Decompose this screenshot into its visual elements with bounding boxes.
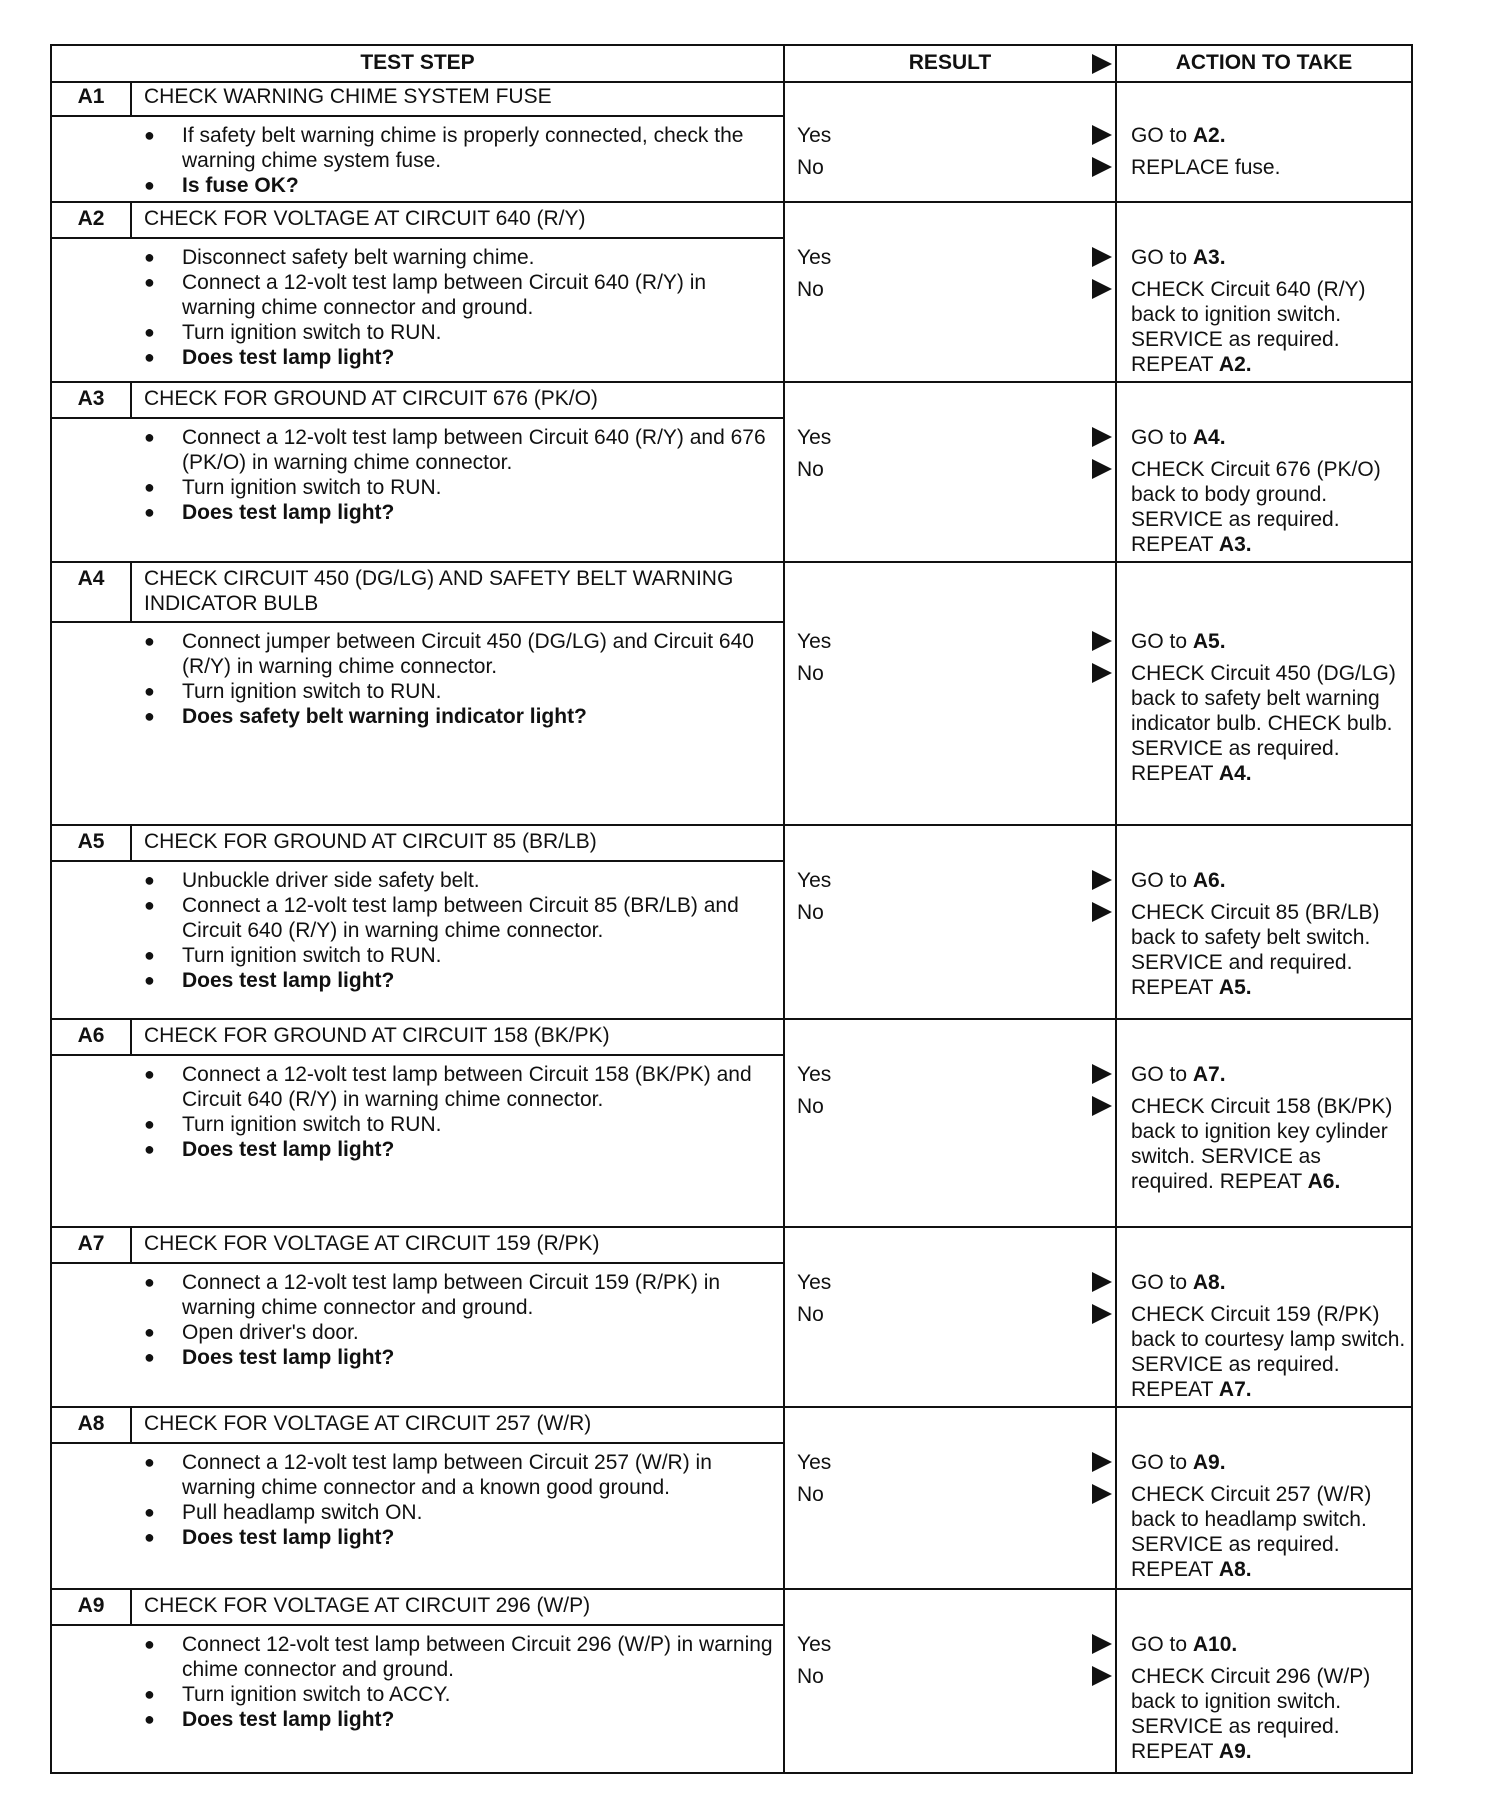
- result-arrow-icon: [1092, 247, 1112, 267]
- step-id: A4: [52, 563, 132, 621]
- action-text: CHECK Circuit 676 (PK/O) back to body ground. SERVICE as required. REPEAT: [1131, 458, 1381, 556]
- step-id: A3: [52, 383, 132, 417]
- result-arrow-icon: [1092, 1634, 1112, 1654]
- step-id: A2: [52, 203, 132, 237]
- action-no: [1131, 155, 1409, 180]
- action-step-ref: A2.: [1192, 124, 1226, 147]
- action-no: [1131, 1664, 1409, 1764]
- action-step-ref: A5.: [1192, 630, 1226, 653]
- action-text: GO to: [1131, 869, 1193, 892]
- result-no: No: [797, 458, 824, 481]
- action-text: REPLACE fuse.: [1131, 156, 1281, 179]
- instruction-item: ● Does test lamp light?: [144, 500, 774, 525]
- action-yes: [1131, 245, 1409, 270]
- action-step-ref: A9.: [1192, 1451, 1226, 1474]
- action-yes: [1131, 1450, 1409, 1475]
- action-step-ref: A8.: [1192, 1271, 1226, 1294]
- action-text: CHECK Circuit 159 (R/PK) back to courtesy lamp switch. SERVICE as required. REPEAT: [1131, 1303, 1406, 1401]
- action-step-ref: A4.: [1218, 762, 1252, 785]
- instruction-item: ● Does test lamp light?: [144, 968, 774, 993]
- instruction-item: ● Connect jumper between Circuit 450 (DG/LG) and Circuit 640 (R/Y) in warning chime connector.: [144, 629, 774, 679]
- step-instructions: [144, 1270, 774, 1370]
- instruction-item: ● Unbuckle driver side safety belt.: [144, 868, 774, 893]
- step-title: CHECK FOR VOLTAGE AT CIRCUIT 159 (R/PK): [144, 1232, 600, 1255]
- step-id: A5: [52, 826, 132, 860]
- result-no: No: [797, 156, 824, 179]
- step-title: CHECK FOR GROUND AT CIRCUIT 158 (BK/PK): [144, 1024, 610, 1047]
- result-no: No: [797, 1665, 824, 1688]
- instruction-item: ● Turn ignition switch to RUN.: [144, 679, 774, 704]
- instruction-item: ● Pull headlamp switch ON.: [144, 1500, 774, 1525]
- instruction-item: ● Does test lamp light?: [144, 1707, 774, 1732]
- result-arrow-icon: [1092, 1452, 1112, 1472]
- action-text: GO to: [1131, 246, 1193, 269]
- result-no: No: [797, 278, 824, 301]
- instruction-item: ● Turn ignition switch to RUN.: [144, 1112, 774, 1137]
- test-step-row: [52, 563, 1411, 826]
- instruction-item: ● Turn ignition switch to ACCY.: [144, 1682, 774, 1707]
- instruction-item: ● Connect 12-volt test lamp between Circuit 296 (W/P) in warning chime connector and ground.: [144, 1632, 774, 1682]
- header-test-step: TEST STEP: [360, 51, 475, 74]
- result-arrow-icon: [1092, 54, 1112, 74]
- action-step-ref: A10.: [1192, 1633, 1238, 1656]
- step-title-band: [52, 383, 783, 419]
- header-action: ACTION TO TAKE: [1175, 51, 1353, 74]
- action-step-ref: A7.: [1192, 1063, 1226, 1086]
- action-text: GO to: [1131, 1063, 1193, 1086]
- instruction-item: ● Does safety belt warning indicator light?: [144, 704, 774, 729]
- diagnostic-table: [50, 44, 1413, 1774]
- test-step-row: [52, 203, 1411, 383]
- instruction-item: ● Connect a 12-volt test lamp between Circuit 257 (W/R) in warning chime connector and a known good ground.: [144, 1450, 774, 1500]
- result-no: No: [797, 662, 824, 685]
- step-title: CHECK FOR VOLTAGE AT CIRCUIT 296 (W/P): [144, 1594, 591, 1617]
- result-yes: Yes: [797, 426, 832, 449]
- action-text: GO to: [1131, 1451, 1193, 1474]
- action-no: [1131, 277, 1409, 377]
- step-title-band: [52, 1408, 783, 1444]
- action-step-ref: A6.: [1192, 869, 1226, 892]
- step-title: CHECK FOR VOLTAGE AT CIRCUIT 257 (W/R): [144, 1412, 592, 1435]
- step-instructions: [144, 123, 774, 198]
- instruction-item: ● Connect a 12-volt test lamp between Circuit 158 (BK/PK) and Circuit 640 (R/Y) in warning chime connector.: [144, 1062, 774, 1112]
- action-text: CHECK Circuit 640 (R/Y) back to ignition switch. SERVICE as required. REPEAT: [1131, 278, 1366, 376]
- instruction-item: ● Turn ignition switch to RUN.: [144, 943, 774, 968]
- action-text: CHECK Circuit 257 (W/R) back to headlamp switch. SERVICE as required. REPEAT: [1131, 1483, 1372, 1581]
- instruction-item: ● Is fuse OK?: [144, 173, 774, 198]
- action-no: [1131, 457, 1409, 557]
- action-yes: [1131, 1632, 1409, 1657]
- action-no: [1131, 661, 1409, 786]
- instruction-item: ● Does test lamp light?: [144, 1137, 774, 1162]
- action-text: GO to: [1131, 1271, 1193, 1294]
- result-arrow-icon: [1092, 1484, 1112, 1504]
- instruction-item: ● If safety belt warning chime is properly connected, check the warning chime system fuse.: [144, 123, 774, 173]
- result-arrow-icon: [1092, 1272, 1112, 1292]
- result-yes: Yes: [797, 1633, 832, 1656]
- instruction-item: ● Connect a 12-volt test lamp between Circuit 85 (BR/LB) and Circuit 640 (R/Y) in warning chime connector.: [144, 893, 774, 943]
- step-instructions: [144, 425, 774, 525]
- action-yes: [1131, 868, 1409, 893]
- result-no: No: [797, 1303, 824, 1326]
- action-no: [1131, 1094, 1409, 1194]
- step-id: A7: [52, 1228, 132, 1262]
- action-yes: [1131, 1062, 1409, 1087]
- result-yes: Yes: [797, 1451, 832, 1474]
- test-step-row: [52, 1590, 1411, 1772]
- test-step-row: [52, 1020, 1411, 1228]
- action-no: [1131, 900, 1409, 1000]
- instruction-item: ● Turn ignition switch to RUN.: [144, 475, 774, 500]
- result-no: No: [797, 1483, 824, 1506]
- action-step-ref: A5.: [1218, 976, 1252, 999]
- step-instructions: [144, 629, 774, 729]
- instruction-item: ● Disconnect safety belt warning chime.: [144, 245, 774, 270]
- result-arrow-icon: [1092, 125, 1112, 145]
- result-arrow-icon: [1092, 459, 1112, 479]
- step-title-band: [52, 1020, 783, 1056]
- action-text: GO to: [1131, 426, 1193, 449]
- header-result: RESULT: [908, 51, 992, 74]
- step-title: CHECK FOR GROUND AT CIRCUIT 85 (BR/LB): [144, 830, 597, 853]
- step-title: CHECK WARNING CHIME SYSTEM FUSE: [144, 85, 552, 108]
- result-yes: Yes: [797, 1063, 832, 1086]
- step-title-band: [52, 81, 783, 117]
- result-arrow-icon: [1092, 870, 1112, 890]
- result-arrow-icon: [1092, 427, 1112, 447]
- action-text: CHECK Circuit 450 (DG/LG) back to safety belt warning indicator bulb. CHECK bulb. SERVICE as required. REPEAT: [1131, 662, 1396, 785]
- action-yes: [1131, 425, 1409, 450]
- step-id: A9: [52, 1590, 132, 1624]
- step-title-band: [52, 203, 783, 239]
- result-arrow-icon: [1092, 902, 1112, 922]
- action-text: CHECK Circuit 85 (BR/LB) back to safety belt switch. SERVICE and required. REPEAT: [1131, 901, 1380, 999]
- table-header: [52, 46, 1411, 83]
- action-text: CHECK Circuit 158 (BK/PK) back to ignition key cylinder switch. SERVICE as required. REPEAT: [1131, 1095, 1393, 1193]
- action-step-ref: A6.: [1307, 1170, 1341, 1193]
- step-instructions: [144, 245, 774, 370]
- action-yes: [1131, 1270, 1409, 1295]
- result-yes: Yes: [797, 630, 832, 653]
- instruction-item: ● Connect a 12-volt test lamp between Circuit 640 (R/Y) in warning chime connector and ground.: [144, 270, 774, 320]
- test-step-row: [52, 383, 1411, 563]
- step-id: A6: [52, 1020, 132, 1054]
- step-id: A1: [52, 81, 132, 115]
- action-no: [1131, 1302, 1409, 1402]
- action-no: [1131, 1482, 1409, 1582]
- step-title-band: [52, 1228, 783, 1264]
- instruction-item: ● Does test lamp light?: [144, 1525, 774, 1550]
- action-step-ref: A3.: [1192, 246, 1226, 269]
- test-step-row: [52, 1408, 1411, 1590]
- action-step-ref: A2.: [1218, 353, 1252, 376]
- action-yes: [1131, 123, 1409, 148]
- result-arrow-icon: [1092, 1096, 1112, 1116]
- instruction-item: ● Connect a 12-volt test lamp between Circuit 159 (R/PK) in warning chime connector and ground.: [144, 1270, 774, 1320]
- action-text: GO to: [1131, 630, 1193, 653]
- instruction-item: ● Does test lamp light?: [144, 345, 774, 370]
- result-arrow-icon: [1092, 663, 1112, 683]
- action-step-ref: A7.: [1218, 1378, 1252, 1401]
- action-step-ref: A4.: [1192, 426, 1226, 449]
- instruction-item: ● Does test lamp light?: [144, 1345, 774, 1370]
- action-text: GO to: [1131, 1633, 1193, 1656]
- instruction-item: ● Turn ignition switch to RUN.: [144, 320, 774, 345]
- result-arrow-icon: [1092, 1666, 1112, 1686]
- result-yes: Yes: [797, 1271, 832, 1294]
- result-arrow-icon: [1092, 1304, 1112, 1324]
- test-step-row: [52, 81, 1411, 203]
- action-step-ref: A8.: [1218, 1558, 1252, 1581]
- step-instructions: [144, 868, 774, 993]
- instruction-item: ● Open driver's door.: [144, 1320, 774, 1345]
- result-yes: Yes: [797, 246, 832, 269]
- result-yes: Yes: [797, 869, 832, 892]
- step-instructions: [144, 1632, 774, 1732]
- step-instructions: [144, 1062, 774, 1162]
- result-no: No: [797, 1095, 824, 1118]
- step-title-band: [52, 563, 783, 623]
- result-arrow-icon: [1092, 631, 1112, 651]
- action-yes: [1131, 629, 1409, 654]
- result-arrow-icon: [1092, 1064, 1112, 1084]
- result-arrow-icon: [1092, 279, 1112, 299]
- step-title-band: [52, 826, 783, 862]
- action-step-ref: A3.: [1218, 533, 1252, 556]
- action-step-ref: A9.: [1218, 1740, 1252, 1763]
- step-title: CHECK FOR GROUND AT CIRCUIT 676 (PK/O): [144, 387, 598, 410]
- test-step-row: [52, 826, 1411, 1020]
- step-title-band: [52, 1590, 783, 1626]
- step-instructions: [144, 1450, 774, 1550]
- result-no: No: [797, 901, 824, 924]
- step-title: CHECK CIRCUIT 450 (DG/LG) AND SAFETY BELT WARNING INDICATOR BULB: [144, 567, 734, 615]
- test-step-row: [52, 1228, 1411, 1408]
- result-yes: Yes: [797, 124, 832, 147]
- action-text: GO to: [1131, 124, 1193, 147]
- action-text: CHECK Circuit 296 (W/P) back to ignition switch. SERVICE as required. REPEAT: [1131, 1665, 1371, 1763]
- result-arrow-icon: [1092, 157, 1112, 177]
- instruction-item: ● Connect a 12-volt test lamp between Circuit 640 (R/Y) and 676 (PK/O) in warning chime connector.: [144, 425, 774, 475]
- step-title: CHECK FOR VOLTAGE AT CIRCUIT 640 (R/Y): [144, 207, 586, 230]
- step-id: A8: [52, 1408, 132, 1442]
